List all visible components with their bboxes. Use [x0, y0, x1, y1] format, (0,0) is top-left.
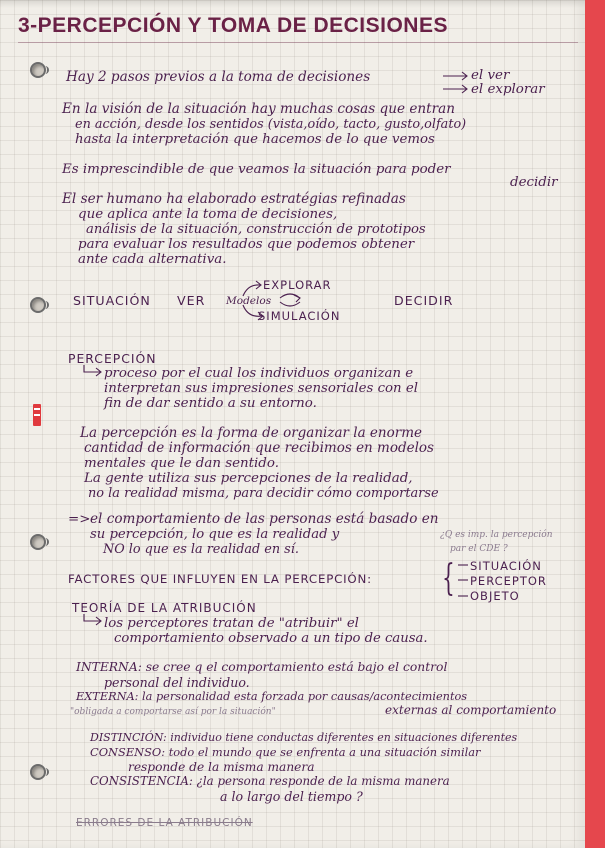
diagram-decidir: DECIDIR: [394, 293, 454, 308]
strategies-line-2: que aplica ante la toma de decisiones,: [78, 207, 338, 222]
perception-para-1: La percepción es la forma de organizar la enorme: [80, 425, 422, 441]
criteria-consensus-1: CONSENSO: todo el mundo que se enfrenta a una situación similar: [90, 745, 481, 759]
attribution-def-1: los perceptores tratan de "atribuir" el: [104, 616, 359, 631]
behavior-arrow: =>: [68, 512, 91, 527]
criteria-distinction: DISTINCIÓN: individuo tiene conductas diferentes en situaciones diferentes: [90, 731, 518, 744]
page-shadow: [0, 0, 585, 8]
criteria-consensus-2: responde de la misma manera: [128, 760, 315, 774]
diagram-situacion: SITUACIÓN: [73, 293, 151, 308]
external-line-2: externas al comportamiento: [385, 703, 557, 717]
vision-line-1: En la visión de la situación hay muchas cosas que entran: [62, 101, 455, 117]
diagram-simulacion: SIMULACIÓN: [258, 309, 341, 323]
external-note: "obligada a comportarse así por la situación": [70, 707, 276, 717]
factor-perceptor: PERCEPTOR: [470, 574, 547, 588]
attribution-def-2: comportamiento observado a un tipo de causa.: [114, 631, 428, 646]
external-line-1: EXTERNA: la personalidad esta forzada por causas/acontecimientos: [76, 690, 468, 703]
behavior-line-2: su percepción, lo que es la realidad y: [90, 527, 340, 542]
essential-line-2: decidir: [510, 175, 558, 190]
strategies-line-1: El ser humano ha elaborado estratégias refinadas: [62, 191, 406, 207]
perception-def-1: proceso por el cual los individuos organizan e: [104, 366, 414, 381]
internal-line-1: INTERNA: se cree q el comportamiento está bajo el control: [76, 660, 448, 674]
perception-def-2: interpretan sus impresiones sensoriales con el: [104, 381, 418, 396]
errors-heading: ERRORES DE LA ATRIBUCIÓN: [76, 817, 253, 829]
red-page-edge: [585, 0, 605, 848]
internal-line-2: personal del individuo.: [104, 675, 250, 690]
strategies-line-4: para evaluar los resultados que podemos obtener: [78, 237, 415, 252]
essential-line-1: Es imprescindible de que veamos la situación para poder: [62, 162, 451, 177]
side-note-2: par el CDE ?: [450, 544, 508, 554]
perception-heading: PERCEPCIÓN: [68, 351, 157, 366]
intro-step-explorar: el explorar: [471, 82, 545, 97]
vision-line-3: hasta la interpretación que hacemos de lo que vemos: [75, 132, 435, 147]
perception-para-2: cantidad de información que recibimos en modelos: [84, 440, 434, 456]
intro-line: Hay 2 pasos previos a la toma de decisiones: [66, 69, 371, 85]
behavior-line-3: NO lo que es la realidad en sí.: [103, 542, 299, 557]
title-underline: [18, 42, 578, 43]
perception-para-3: mentales que le dan sentido.: [84, 456, 279, 471]
perception-def-3: fin de dar sentido a su entorno.: [104, 396, 317, 411]
attribution-heading: TEORÍA DE LA ATRIBUCIÓN: [72, 601, 257, 615]
criteria-consistency-1: CONSISTENCIA: ¿la persona responde de la misma manera: [90, 774, 450, 788]
brace-icon: {: [442, 558, 455, 599]
factor-objeto: OBJETO: [470, 589, 520, 603]
vision-line-2: en acción, desde los sentidos (vista,oído, tacto, gusto,olfato): [75, 117, 467, 132]
side-note-1: ¿Q es imp. la percepción: [440, 530, 553, 540]
binder-ring-icon: [30, 534, 46, 550]
perception-para-5: no la realidad misma, para decidir cómo comportarse: [88, 486, 439, 501]
strategies-line-3: análisis de la situación, construcción de prototipos: [86, 222, 426, 237]
binder-ring-icon: [30, 62, 46, 78]
binder-ring-icon: [30, 297, 46, 313]
factors-label: FACTORES QUE INFLUYEN EN LA PERCEPCIÓN:: [68, 572, 372, 586]
behavior-line-1: el comportamiento de las personas está basado en: [90, 511, 439, 527]
perception-para-4: La gente utiliza sus percepciones de la realidad,: [84, 471, 413, 486]
factor-situacion: SITUACIÓN: [470, 559, 542, 573]
page-title: 3-PERCEPCIÓN Y TOMA DE DECISIONES: [18, 14, 448, 37]
criteria-consistency-2: a lo largo del tiempo ?: [220, 789, 363, 804]
binder-ring-icon: [30, 764, 46, 780]
diagram-modelos: Modelos: [226, 295, 272, 307]
intro-step-ver: el ver: [471, 68, 510, 83]
diagram-explorar: EXPLORAR: [263, 278, 332, 292]
strategies-line-5: ante cada alternativa.: [78, 252, 227, 267]
diagram-ver: VER: [177, 293, 206, 308]
page-marker-tag-icon: [33, 404, 41, 426]
